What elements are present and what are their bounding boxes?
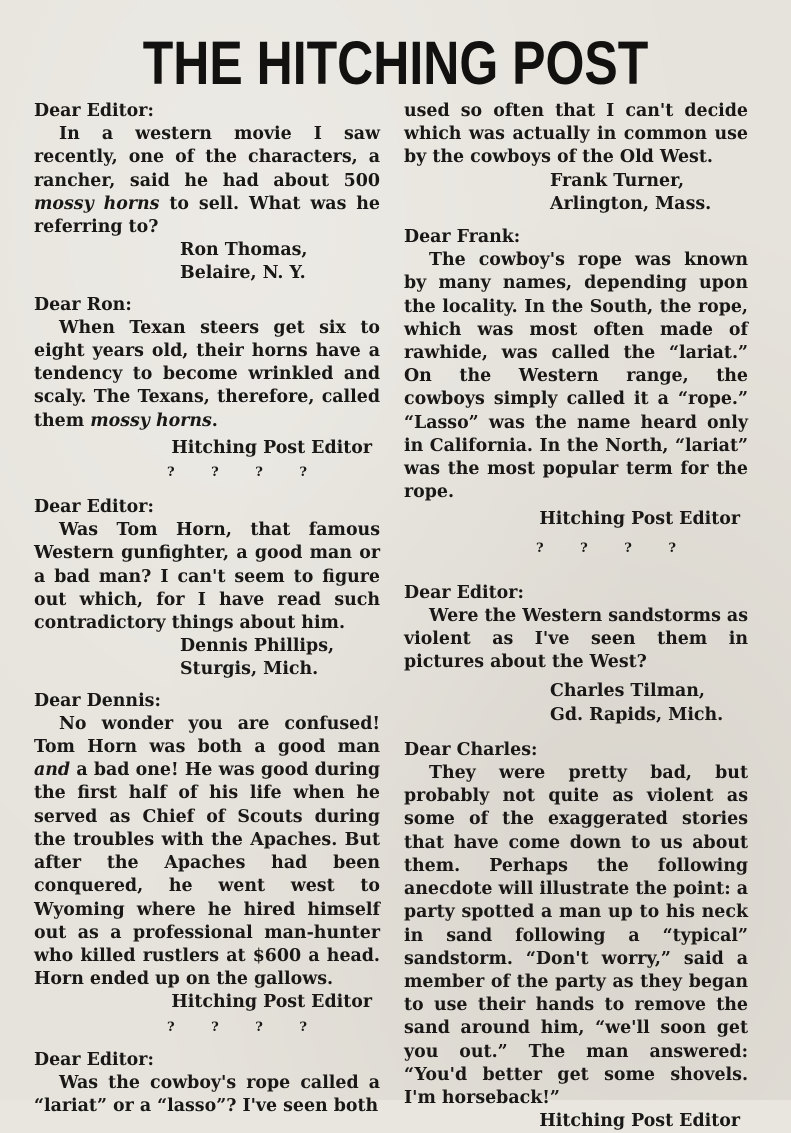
question-mark-separator: ? ? ? ? [535, 540, 677, 556]
letter-salutation: Dear Editor: [34, 497, 154, 518]
letter-signer-name: Frank Turner, [550, 170, 685, 191]
reply-salutation: Dear Frank: [404, 227, 521, 248]
letter-salutation: Dear Editor: [404, 582, 524, 603]
reply-body: They were pretty bad, but probably not quite as violent as some of the exaggerated stories that have come down to us about them. Perhaps the following anecdote will illustrate the point: a party spotted a man up to his neck in sand following a “typical” sandstorm. “Don't worry,” said a member of the party as they began to use their hands to remove the sand around him, “we'll soon get you out.” The man answered: “You'd better get some shovels. I'm horseback!” [404, 763, 748, 1108]
letter-signer-name: Ron Thomas, [180, 240, 308, 261]
letter-body: Were the Western sandstorms as violent as I've seen them in pictures about the West? [404, 605, 748, 673]
question-mark-separator: ? ? ? ? [166, 465, 308, 481]
right-column [404, 100, 748, 1133]
reply-body: The cowboy's rope was known by many names, depending upon the locality. In the South, the rope, which was most often made of rawhide, was called the “lariat.” On the Western range, the cowboys simply called it a “rope.” “Lasso” was the name heard only in California. In the North, “lariat” was the most popular term for the rope. [404, 250, 748, 503]
editor-signature: Hitching Post Editor [539, 509, 740, 530]
editor-signature: Hitching Post Editor [539, 1111, 740, 1132]
question-mark-separator: ? ? ? ? [166, 1019, 308, 1035]
letter-signer-place: Gd. Rapids, Mich. [550, 704, 724, 725]
reply-salutation: Dear Ron: [34, 294, 132, 315]
editor-signature: Hitching Post Editor [171, 992, 372, 1013]
letter-signer-name: Charles Tilman, [550, 681, 705, 702]
letter-salutation: Dear Editor: [34, 101, 154, 121]
letter-signer-name: Dennis Phillips, [180, 636, 335, 657]
letter-signer-place: Belaire, N. Y. [180, 263, 306, 284]
reply-body: When Texan steers get six to eight years old, their horns have a tendency to become wrinkled and scaly. The Texans, therefore, called them mossy horns. [34, 317, 380, 431]
letter-signer-place: Arlington, Mass. [550, 193, 712, 214]
reply-salutation: Dear Charles: [404, 739, 538, 760]
left-column [34, 100, 380, 1118]
editor-signature: Hitching Post Editor [171, 437, 372, 458]
letter-salutation: Dear Editor: [34, 1049, 154, 1070]
reply-salutation: Dear Dennis: [34, 690, 161, 711]
letter-body: In a western movie I saw recently, one of the characters, a rancher, said he had about 500 mossy horns to sell. What was he referring to? [34, 124, 380, 238]
letter-body: Was Tom Horn, that famous Western gunfighter, a good man or a bad man? I can't seem to figure out which, for I have read such contradictory things about him. [34, 520, 380, 634]
letter-body-continued: used so often that I can't decide which was actually in common use by the cowboys of the Old West. [404, 101, 748, 168]
page-title: THE HITCHING POST [142, 29, 649, 98]
reply-body: No wonder you are confused! Tom Horn was both a good man and a bad one! He was good during the first half of his life when he served as Chief of Scouts during the troubles with the Apaches. But after the Apaches had been conquered, he went west to Wyoming where he hired himself out as a professional man-hunter who killed rustlers at $600 a head. Horn ended up on the gallows. [34, 713, 380, 990]
letter-body: Was the cowboy's rope called a “lariat” or a “lasso”? I've seen both [34, 1072, 380, 1116]
letter-signer-place: Sturgis, Mich. [180, 659, 319, 680]
